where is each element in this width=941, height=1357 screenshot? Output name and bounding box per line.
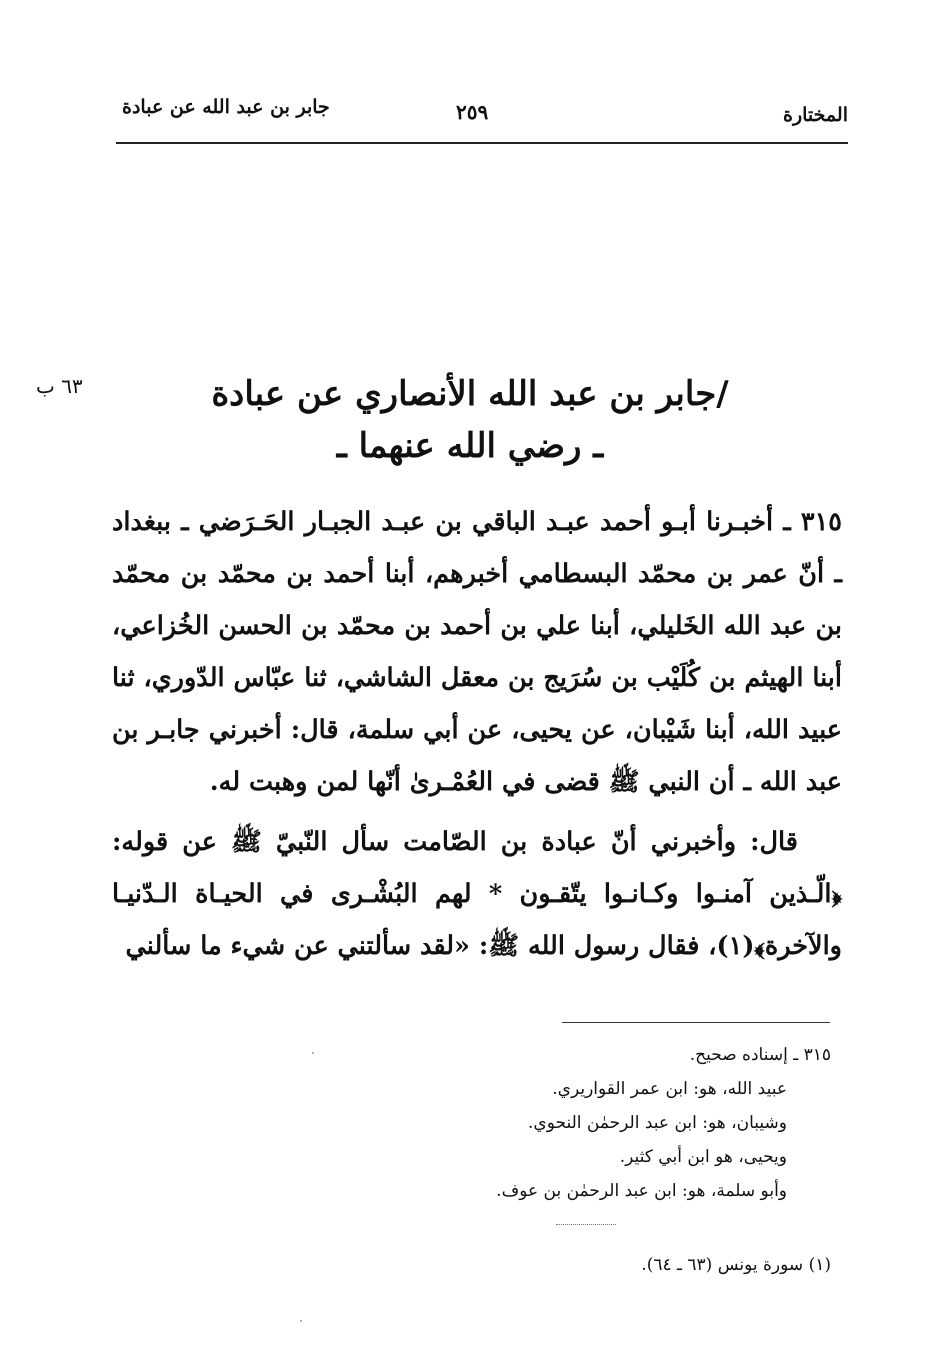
footnote-line: وشيبان، هو: ابن عبد الرحمٰن النحوي. xyxy=(527,1113,787,1133)
running-header xyxy=(118,92,848,132)
chapter-heading xyxy=(160,368,780,472)
hadith-number: ٣١٥ xyxy=(800,507,842,537)
chapter-title-line-1: /جابر بن عبد الله الأنصاري عن عبادة xyxy=(211,374,729,414)
scan-speck xyxy=(312,1052,314,1054)
section-title: جابر بن عبد الله عن عبادة xyxy=(122,96,330,118)
footnote-line: وأبو سلمة، هو: ابن عبد الرحمٰن بن عوف. xyxy=(496,1181,787,1201)
hadith-paragraph-1 xyxy=(112,496,842,808)
main-text xyxy=(112,496,842,972)
hadith-paragraph-2: قال: وأخبرني أنّ عبادة بن الصّامت سأل النّبيّ ﷺ عن قوله: ﴿الّـذين آمنـوا وكـانـوا يتّقـون * لهم البُشْـرى في الحيـاة الـدّنيـا والآخرة﴾(١)، فقال رسول الله ﷺ: «لقد سألتني عن شيء ما سألني xyxy=(112,827,842,961)
manuscript-folio-marker: ٦٣ ب xyxy=(36,374,83,398)
header-divider xyxy=(116,142,848,144)
quran-reference-footnote: (١) سورة يونس (٦٣ ـ ٦٤). xyxy=(641,1255,831,1275)
footnote-line: عبيد الله، هو: ابن عمر القواريري. xyxy=(552,1079,787,1099)
scan-speck xyxy=(300,1320,302,1322)
chapter-title-line-2: ـ رضي الله عنهما ـ xyxy=(336,426,604,466)
footnote-separator xyxy=(556,1224,616,1225)
footnotes xyxy=(271,1038,831,1208)
footnote-divider xyxy=(562,1022,830,1023)
footnote-line: ويحيى، هو ابن أبي كثير. xyxy=(619,1147,787,1167)
page-number: ٢٥٩ xyxy=(456,100,489,124)
hadith-paragraph-1-text: ـ أخبـرنا أبـو أحمد عبـد الباقي بن عبـد الجبـار الحَـرَضي ـ ببغداد ـ أنّ عمر بن محمّد البسطامي أخبرهم، أبنا أحمد بن محمّد بن محمّد بن عبد الله الخَليلي، أبنا علي بن أحمد بن محمّد بن الحسن الخُزاعي، أبنا الهيثم بن كُلَيْب بن سُرَيج بن معقل الشاشي، ثنا عبّاس الدّوري، ثنا عبيد الله، أبنا شَيْبان، عن يحيى، عن أبي سلمة، قال: أخبرني جابـر بن عبد الله ـ أن النبي ﷺ قضى في العُمْـرىٰ أنّها لمن وهبت له. xyxy=(112,507,842,797)
isnad-note: ٣١٥ ـ إسناده صحيح. xyxy=(689,1045,831,1065)
book-title: المختارة xyxy=(783,104,848,126)
